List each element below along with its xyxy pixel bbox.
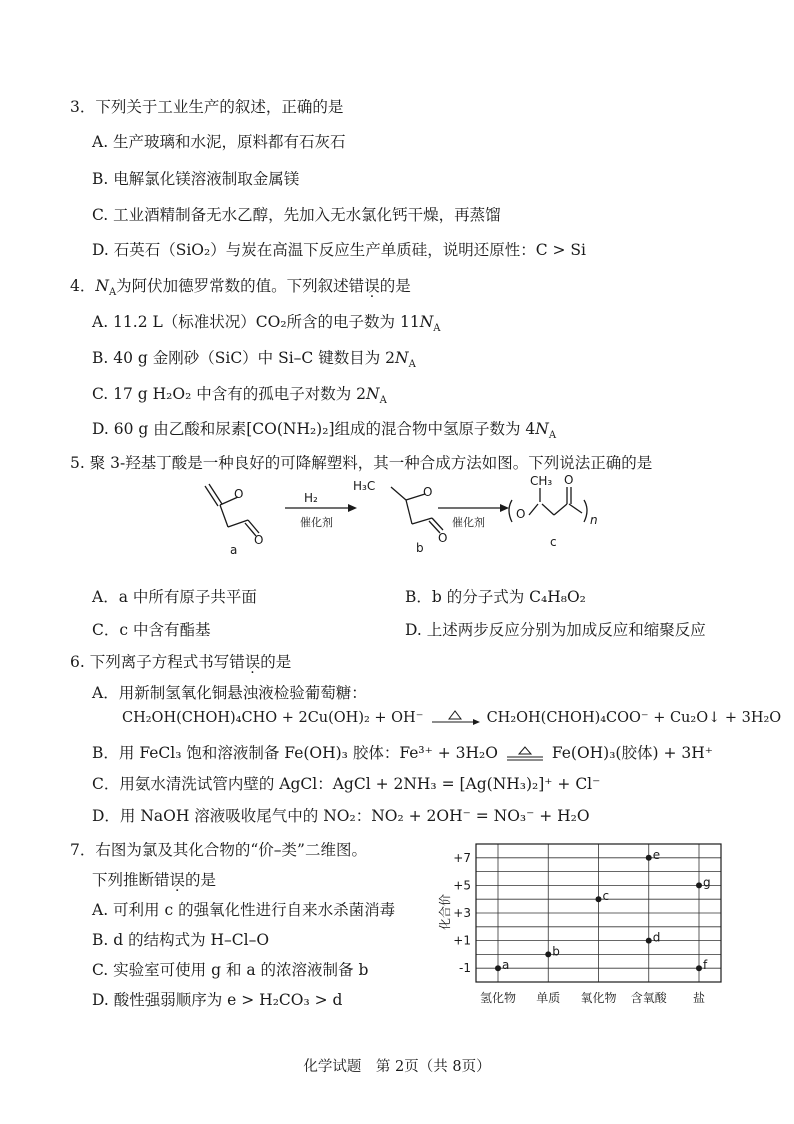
- point-label-g: g: [703, 875, 711, 890]
- arrow-1-head: [348, 504, 357, 512]
- x-tick-label: 氧化物: [580, 991, 617, 1005]
- b-carbonyl-oxygen: O: [438, 531, 448, 545]
- arrow-2-head: [500, 504, 509, 512]
- q4-option-d: D. 60 g 由乙酸和尿素[CO(NH₂)₂]组成的混合物中氢原子数为 $4N_A$: [92, 420, 557, 442]
- c-chain-2: [542, 504, 554, 515]
- point-label-b: b: [552, 944, 560, 959]
- valence-class-chart: [430, 840, 730, 1012]
- point-d: [646, 938, 652, 944]
- b-methyl-bond: [391, 487, 406, 500]
- q5-option-b: B．b 的分子式为 C₄H₈O₂: [405, 588, 586, 606]
- q5-stem: 5. 聚 3-羟基丁酸是一种良好的可降解塑料，其一种合成方法如图。下列说法正确的是: [70, 454, 653, 472]
- c-right-bracket: [584, 500, 587, 522]
- q5-reaction-scheme: [190, 472, 610, 572]
- q7-option-d: D. 酸性强弱顺序为 e > H₂CO₃ > d: [92, 991, 343, 1009]
- q3-option-d: D. 石英石（SiO₂）与炭在高温下反应生产单质硅，说明还原性：C > Si: [92, 241, 587, 259]
- c-methyl: CH₃: [530, 474, 553, 488]
- point-e: [646, 855, 652, 861]
- catalyst-2: 催化剂: [452, 516, 485, 529]
- q5-option-a: A．a 中所有原子共平面: [92, 588, 257, 606]
- q6-stem: 6. 下列离子方程式书写错误的是: [70, 653, 292, 671]
- c-ester-oxygen: O: [516, 507, 526, 521]
- c-left-bracket: [509, 500, 512, 522]
- page-footer: 化学试题 第 2页（共 8页）: [303, 1059, 491, 1075]
- y-tick-label: +5: [453, 878, 471, 893]
- point-label-f: f: [703, 958, 708, 973]
- x-tick-label: 单质: [536, 991, 561, 1005]
- q7-stem: 7．右图为氯及其化合物的“价–类”二维图。: [70, 841, 367, 859]
- q4-option-c: C. 17 g H₂O₂ 中含有的孤电子对数为 $2N_A$: [92, 385, 387, 407]
- q4-stem: 4．$N_A$为阿伏加德罗常数的值。下列叙述错误的是: [70, 277, 411, 299]
- c-chain-3: [554, 504, 567, 515]
- label-a: a: [230, 543, 238, 557]
- y-tick-label: +1: [453, 933, 471, 948]
- label-c: c: [550, 535, 557, 549]
- a-carbonyl-oxygen: O: [254, 533, 264, 547]
- q4-option-b: B. 40 g 金刚砂（SiC）中 Si–C 键数目为 $2N_A$: [92, 349, 416, 371]
- q6-option-c: C．用氨水清洗试管内壁的 AgCl：AgCl + 2NH₃ = [Ag(NH₃)₂]⁺ + Cl⁻: [92, 775, 601, 793]
- x-tick-label: 氢化物: [479, 991, 517, 1005]
- x-tick-label: 盐: [692, 991, 706, 1005]
- point-a: [495, 965, 501, 971]
- q7-option-c: C. 实验室可使用 g 和 a 的浓溶液制备 b: [92, 961, 369, 979]
- point-label-a: a: [502, 958, 510, 973]
- a-ring-bond-2: [220, 505, 228, 527]
- point-label-c: c: [602, 889, 610, 904]
- q3-option-c: C. 工业酒精制备无水乙醇，先加入无水氯化钙干燥，再蒸馏: [92, 206, 501, 224]
- q3-option-b: B. 电解氯化镁溶液制取金属镁: [92, 170, 300, 188]
- q6-option-a: A．用新制氢氧化铜悬浊液检验葡萄糖：: [92, 684, 367, 702]
- heat-equals-icon: [503, 746, 547, 762]
- y-tick-label: +3: [453, 906, 471, 920]
- point-f: [696, 965, 702, 971]
- b-methyl: H₃C: [353, 479, 376, 493]
- point-label-d: d: [652, 930, 661, 945]
- c-subscript-n: n: [590, 513, 598, 527]
- q5-option-c: C．c 中含有酯基: [92, 621, 211, 639]
- q7-option-b: B. d 的结构式为 H–Cl–O: [92, 931, 270, 949]
- label-b: b: [416, 541, 424, 555]
- reagent-h2: H₂: [304, 491, 318, 505]
- y-tick-label: +7: [453, 850, 471, 865]
- point-g: [696, 882, 702, 888]
- c-carbonyl-oxygen: O: [564, 473, 574, 487]
- q6-option-d: D．用 NaOH 溶液吸收尾气中的 NO₂：NO₂ + 2OH⁻ = NO₃⁻ + H₂O: [92, 807, 590, 825]
- point-c: [596, 896, 602, 902]
- point-b: [545, 951, 551, 957]
- q3-option-a: A. 生产玻璃和水泥，原料都有石灰石: [92, 133, 346, 151]
- b-oxygen: O: [423, 485, 433, 499]
- catalyst-1: 催化剂: [300, 516, 333, 529]
- b-carbonyl-1: [432, 518, 443, 530]
- q5-option-d: D. 上述两步反应分别为加成反应和缩聚反应: [405, 621, 706, 639]
- a-carbonyl-1: [248, 520, 259, 533]
- x-tick-label: 含氧酸: [630, 991, 667, 1005]
- point-label-e: e: [652, 847, 661, 862]
- q7-substem: 下列推断错误的是: [92, 871, 217, 889]
- q7-option-a: A. 可利用 c 的强氧化性进行自来水杀菌消毒: [92, 901, 396, 919]
- y-axis-label: 化合价: [438, 893, 452, 931]
- heat-arrow-icon: [428, 710, 482, 726]
- y-tick-label: -1: [459, 961, 471, 976]
- q4-option-a: A. 11.2 L（标准状况）CO₂所含的电子数为 $11N_A$: [92, 313, 441, 335]
- c-chain-1: [529, 504, 538, 515]
- q6-equation-a: CH₂OH(CHOH)₄CHO + 2Cu(OH)₂ + OH⁻ CH₂OH(CHOH)₄COO⁻ + Cu₂O↓ + 3H₂O: [122, 710, 782, 726]
- q3-stem: 3．下列关于工业生产的叙述，正确的是: [70, 98, 344, 116]
- q6-option-b: B．用 FeCl₃ 饱和溶液制备 Fe(OH)₃ 胶体：Fe³⁺ + 3H₂O Fe(OH)₃(胶体) + 3H⁺: [92, 744, 713, 762]
- c-chain-4: [569, 504, 582, 513]
- b-ring-bond-2: [406, 500, 412, 524]
- a-oxygen: O: [234, 487, 244, 501]
